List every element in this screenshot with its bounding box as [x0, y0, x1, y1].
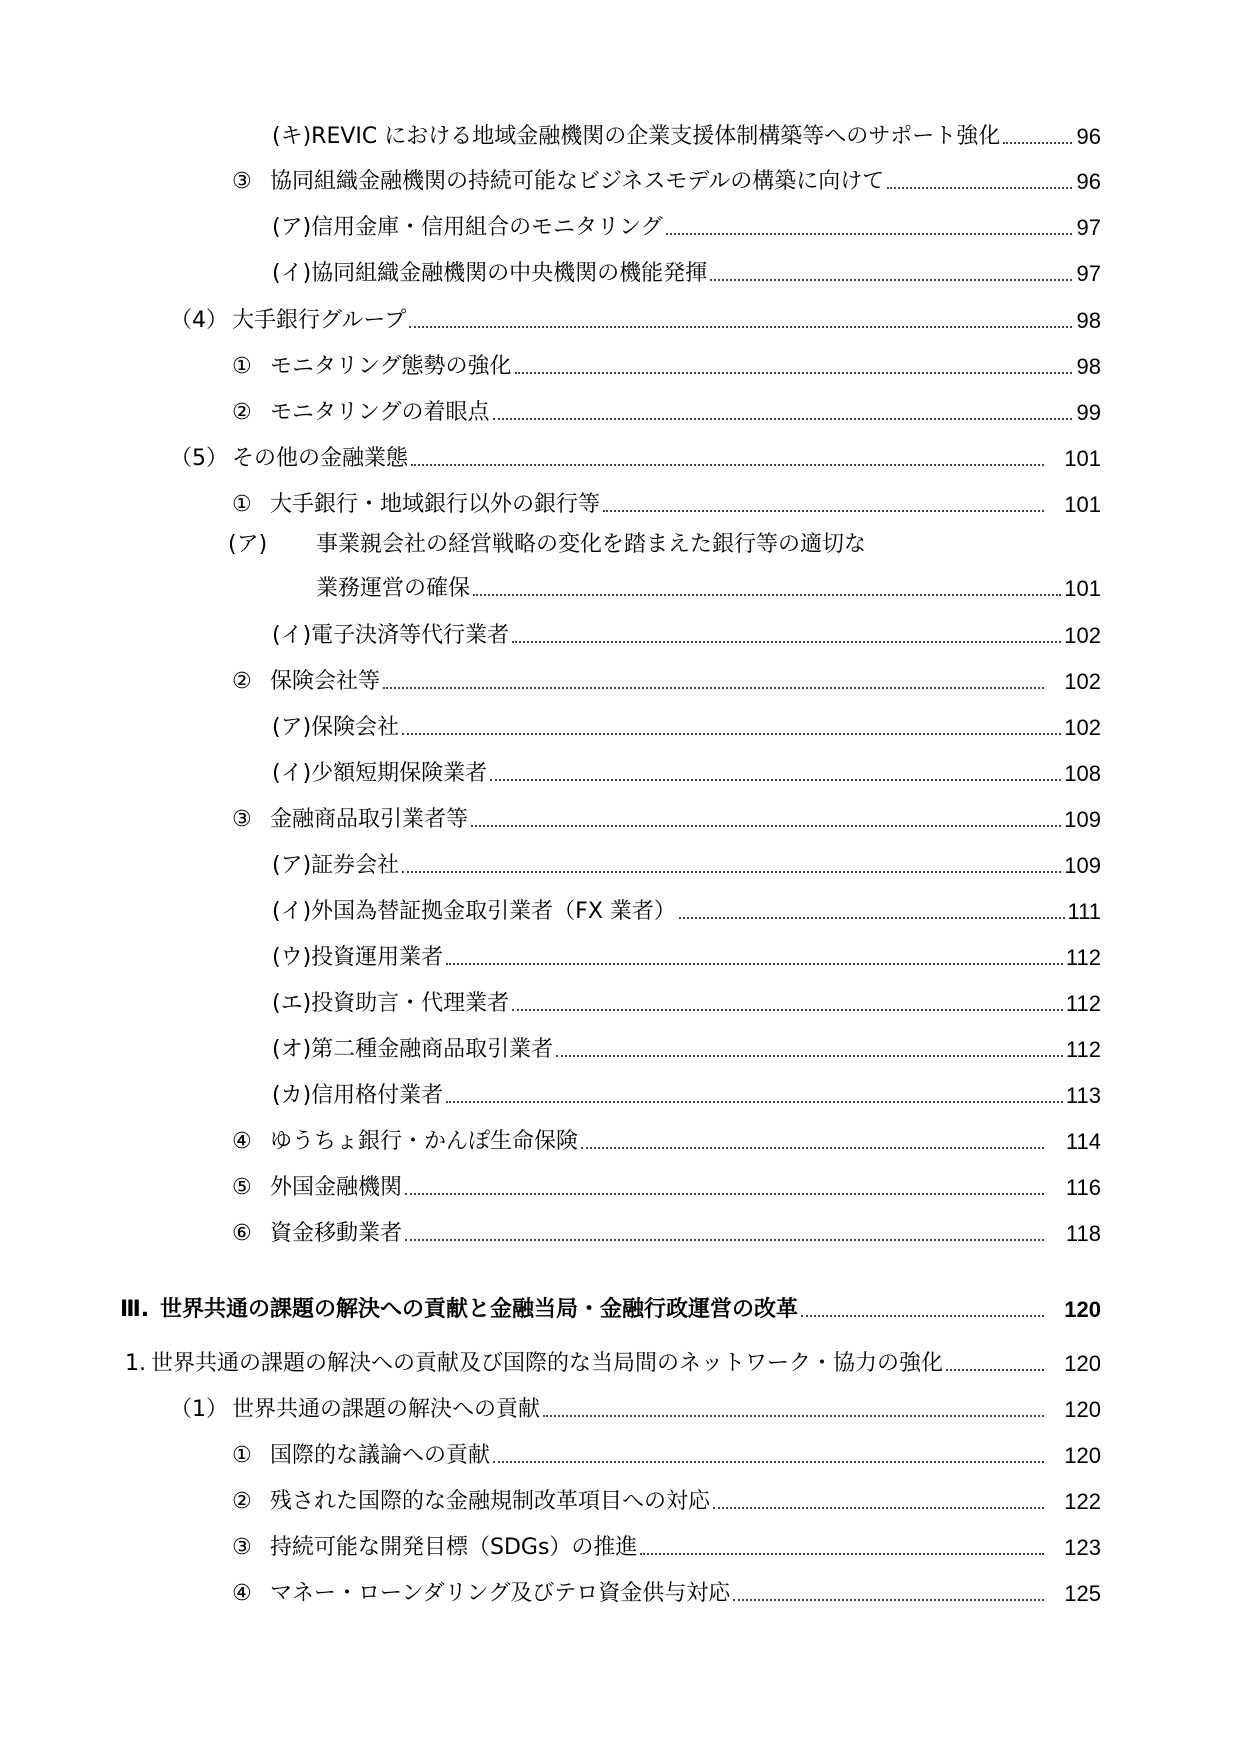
- toc-entry-title: 大手銀行グループ: [232, 308, 407, 333]
- toc-entry-marker: (イ): [272, 623, 312, 648]
- dot-leader: [402, 733, 1061, 735]
- toc-entry-title: 投資運用業者: [311, 945, 444, 970]
- dot-leader: [710, 279, 1072, 281]
- toc-entry[interactable]: [232, 167, 1101, 197]
- dot-leader: [512, 641, 1061, 643]
- toc-entry-page: 120: [1064, 1297, 1101, 1322]
- toc-entry-title: その他の金融業態: [232, 446, 409, 471]
- toc-entry-page: 109: [1064, 853, 1101, 878]
- toc-entry-marker: （1）: [170, 1397, 228, 1422]
- toc-entry-page: 120: [1064, 1351, 1101, 1376]
- toc-entry-marker: ⑤: [232, 1175, 252, 1200]
- dot-leader: [603, 510, 1044, 512]
- toc-entry-page: 102: [1064, 623, 1101, 648]
- toc-entry-page: 97: [1076, 215, 1101, 240]
- toc-entry[interactable]: [232, 490, 1101, 520]
- dot-leader: [446, 1101, 1063, 1103]
- toc-entry-marker: (ウ): [272, 945, 312, 970]
- dot-leader: [493, 418, 1072, 420]
- toc-entry[interactable]: [272, 621, 1101, 651]
- dot-leader: [473, 594, 1061, 596]
- toc-entry[interactable]: [272, 1035, 1101, 1065]
- toc-entry-marker: ④: [232, 1129, 252, 1154]
- toc-entry-marker: ①: [232, 1443, 252, 1468]
- toc-entry[interactable]: [316, 574, 1101, 604]
- dot-leader: [471, 825, 1061, 827]
- dot-leader: [640, 1553, 1044, 1555]
- toc-entry-marker: (ア): [228, 532, 268, 557]
- dot-leader: [446, 963, 1063, 965]
- toc-entry-page: 101: [1064, 576, 1101, 601]
- toc-entry-marker: ①: [232, 354, 252, 379]
- toc-entry-title: 電子決済等代行業者: [311, 623, 510, 648]
- toc-entry-page: 118: [1065, 1221, 1101, 1246]
- toc-entry-page: 112: [1065, 1037, 1101, 1062]
- toc-entry-title: 外国金融機関: [270, 1175, 403, 1200]
- toc-entry[interactable]: [272, 851, 1101, 881]
- toc-entry-title: 外国為替証拠金取引業者（FX 業者）: [311, 899, 676, 924]
- toc-entry-title: 残された国際的な金融規制改革項目への対応: [270, 1489, 711, 1514]
- toc-entry-title: 国際的な議論への貢献: [270, 1443, 491, 1468]
- toc-entry-title: 資金移動業者: [270, 1221, 403, 1246]
- toc-entry-page: 98: [1076, 354, 1101, 379]
- dot-leader: [801, 1315, 1044, 1317]
- toc-entry-page: 122: [1064, 1489, 1101, 1514]
- toc-entry-page: 112: [1065, 945, 1101, 970]
- toc-entry[interactable]: [272, 759, 1101, 789]
- toc-entry-marker: (オ): [272, 1037, 312, 1062]
- dot-leader: [383, 687, 1044, 689]
- toc-entry-marker: (ア): [272, 215, 312, 240]
- toc-entry[interactable]: [272, 122, 1101, 152]
- toc-entry[interactable]: [170, 306, 1101, 336]
- toc-entry-page: 98: [1076, 308, 1101, 333]
- toc-entry-marker: ②: [232, 1489, 252, 1514]
- toc-entry-title: 持続可能な開発目標（SDGs）の推進: [270, 1535, 638, 1560]
- dot-leader: [409, 326, 1072, 328]
- toc-entry-marker: （5）: [170, 446, 228, 471]
- toc-entry[interactable]: [232, 1127, 1101, 1157]
- dot-leader: [887, 187, 1072, 189]
- toc-entry-marker: (イ): [272, 899, 312, 924]
- toc-entry-marker: (イ): [272, 261, 312, 286]
- toc-entry[interactable]: [232, 352, 1101, 382]
- toc-entry[interactable]: [272, 897, 1101, 927]
- toc-entry-title: モニタリング態勢の強化: [270, 354, 512, 379]
- toc-entry-title: 保険会社等: [270, 669, 381, 694]
- toc-entry-title: モニタリングの着眼点: [270, 400, 490, 425]
- toc-entry-title: 業務運営の確保: [316, 576, 471, 601]
- toc-entry-page: 125: [1064, 1581, 1101, 1606]
- toc-entry[interactable]: [272, 259, 1101, 289]
- dot-leader: [1003, 142, 1072, 144]
- toc-entry-title: 金融商品取引業者等: [270, 807, 469, 832]
- dot-leader: [411, 464, 1044, 466]
- toc-entry-marker: (イ): [272, 761, 312, 786]
- dot-leader: [402, 871, 1061, 873]
- toc-entry[interactable]: [232, 1441, 1101, 1471]
- toc-entry-page: 108: [1064, 761, 1101, 786]
- toc-entry-page: 96: [1076, 169, 1101, 194]
- toc-entry-marker: (ア): [272, 715, 312, 740]
- toc-entry-title: 第二種金融商品取引業者: [311, 1037, 554, 1062]
- toc-entry-page: 113: [1065, 1083, 1101, 1108]
- toc-entry-page: 112: [1065, 991, 1101, 1016]
- dot-leader: [543, 1415, 1044, 1417]
- toc-entry[interactable]: [232, 1579, 1101, 1609]
- toc-entry[interactable]: [170, 444, 1101, 474]
- toc-entry-marker: (ア): [272, 853, 312, 878]
- toc-entry-marker: ⑥: [232, 1221, 252, 1246]
- toc-entry-marker: ④: [232, 1581, 252, 1606]
- dot-leader: [493, 1461, 1044, 1463]
- toc-entry[interactable]: [272, 989, 1101, 1019]
- toc-entry-title: 保険会社: [311, 715, 400, 740]
- toc-entry-marker: (エ): [272, 991, 312, 1016]
- toc-entry-title: 世界共通の課題の解決への貢献及び国際的な当局間のネットワーク・協力の強化: [151, 1351, 944, 1376]
- dot-leader: [666, 233, 1072, 235]
- dot-leader: [556, 1055, 1063, 1057]
- toc-entry[interactable]: [272, 213, 1101, 243]
- toc-entry[interactable]: [125, 1349, 1101, 1379]
- toc-entry-page: 120: [1064, 1397, 1101, 1422]
- toc-entry-title: マネー・ローンダリング及びテロ資金供与対応: [270, 1581, 731, 1606]
- toc-entry-title: 大手銀行・地域銀行以外の銀行等: [270, 492, 601, 517]
- toc-entry-page: 116: [1065, 1175, 1101, 1200]
- toc-entry-marker: ③: [232, 169, 252, 194]
- toc-entry-marker: (キ): [272, 124, 312, 149]
- toc-entry-marker: ③: [232, 1535, 252, 1560]
- dot-leader: [679, 917, 1065, 919]
- toc-entry-title: 協同組織金融機関の中央機関の機能発揮: [311, 261, 708, 286]
- dot-leader: [581, 1147, 1044, 1149]
- toc-entry-marker: (カ): [272, 1083, 312, 1108]
- toc-entry[interactable]: [272, 943, 1101, 973]
- toc-entry[interactable]: [232, 398, 1101, 428]
- toc-entry[interactable]: [272, 1081, 1101, 1111]
- toc-entry-page: 109: [1064, 807, 1101, 832]
- toc-entry-title: 信用格付業者: [311, 1083, 444, 1108]
- toc-entry[interactable]: [232, 1487, 1101, 1517]
- toc-entry[interactable]: [232, 667, 1101, 697]
- toc-entry-title: ゆうちょ銀行・かんぽ生命保険: [270, 1129, 579, 1154]
- toc-entry-marker: ①: [232, 492, 252, 517]
- toc-entry-marker: ②: [232, 669, 252, 694]
- dot-leader: [946, 1369, 1044, 1371]
- toc-entry-title: 世界共通の課題の解決への貢献: [232, 1397, 541, 1422]
- toc-entry-page: 96: [1076, 124, 1101, 149]
- dot-leader: [733, 1599, 1044, 1601]
- toc-entry-marker: ③: [232, 807, 252, 832]
- toc-entry-page: 101: [1064, 446, 1101, 471]
- toc-entry-title: 世界共通の課題の解決への貢献と金融当局・金融行政運営の改革: [160, 1297, 799, 1322]
- toc-entry-title: 信用金庫・信用組合のモニタリング: [311, 215, 663, 240]
- dot-leader: [405, 1193, 1044, 1195]
- toc-entry-page: 111: [1067, 899, 1101, 924]
- toc-entry-marker: 1.: [125, 1351, 146, 1376]
- toc-entry-page: 120: [1064, 1443, 1101, 1468]
- dot-leader: [713, 1507, 1044, 1509]
- toc-entry-title: 少額短期保険業者: [311, 761, 488, 786]
- toc-entry-page: 102: [1064, 715, 1101, 740]
- toc-entry-title: 協同組織金融機関の持続可能なビジネスモデルの構築に向けて: [270, 169, 885, 194]
- toc-entry-marker: ②: [232, 400, 252, 425]
- dot-leader: [515, 372, 1072, 374]
- toc-entry-marker: Ⅲ.: [120, 1297, 150, 1322]
- toc-entry[interactable]: [120, 1295, 1101, 1325]
- toc-entry-title: 投資助言・代理業者: [311, 991, 510, 1016]
- dot-leader: [490, 779, 1061, 781]
- toc-entry[interactable]: [170, 1395, 1101, 1425]
- toc-entry-page: 101: [1064, 492, 1101, 517]
- toc-entry[interactable]: [272, 713, 1101, 743]
- toc-entry[interactable]: [232, 1173, 1101, 1203]
- toc-entry-title-line1: 事業親会社の経営戦略の変化を踏まえた銀行等の適切な: [316, 532, 867, 557]
- toc-entry-page: 123: [1064, 1535, 1101, 1560]
- toc-entry[interactable]: [232, 1533, 1101, 1563]
- toc-entry-page: 114: [1065, 1129, 1101, 1154]
- dot-leader: [405, 1239, 1044, 1241]
- toc-entry-title: 証券会社: [311, 853, 400, 878]
- toc-entry[interactable]: [232, 1219, 1101, 1249]
- toc-entry-page: 99: [1076, 400, 1101, 425]
- toc-entry-marker: （4）: [170, 308, 228, 333]
- toc-entry[interactable]: [232, 805, 1101, 835]
- toc-entry-page: 97: [1076, 261, 1101, 286]
- toc-entry-title: REVIC における地域金融機関の企業支援体制構築等へのサポート強化: [311, 124, 1001, 149]
- toc-entry-page: 102: [1064, 669, 1101, 694]
- dot-leader: [512, 1009, 1063, 1011]
